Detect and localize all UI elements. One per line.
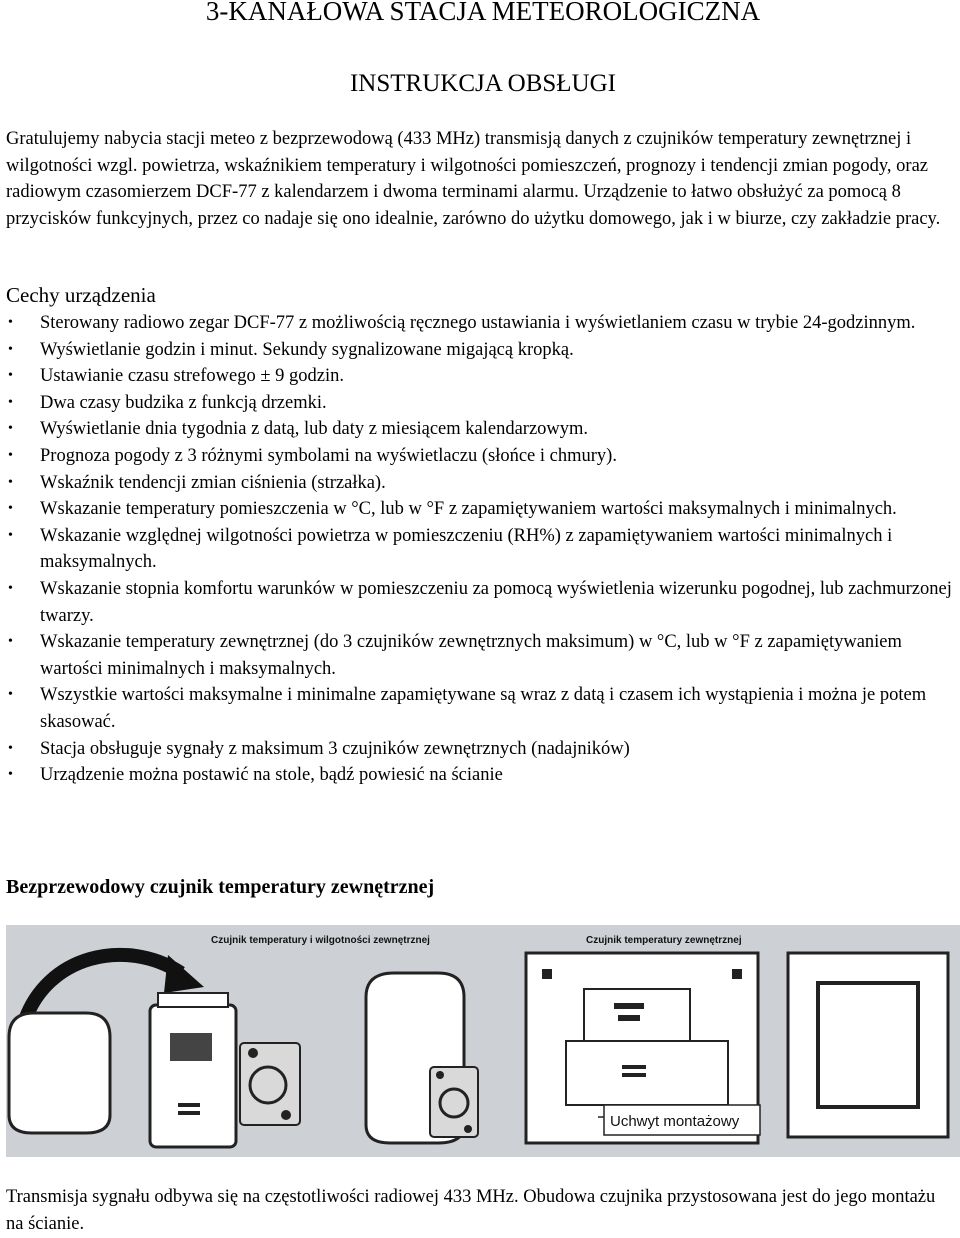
bullet-icon: • [8, 501, 13, 517]
bullet-icon: • [8, 394, 13, 410]
sensor-display-icon [170, 1033, 212, 1061]
feature-item [6, 523, 960, 576]
bullet-icon: • [8, 447, 13, 463]
document-subtitle: INSTRUKCJA OBSŁUGI [349, 70, 616, 97]
bullet-icon: • [8, 767, 13, 783]
intro-paragraph: Gratulujemy nabycia stacji meteo z bezprzewodową (433 MHz) transmisją danych z czujników temperatury zewnętrznej i wilgotności wzgl. powietrza, wskaźnikiem temperatury i wilgotności pomieszczeń, prognozy i tendencji zmian pogody, oraz radiowym czasomierzem DCF-77 z kalendarzem i dwoma terminami alarmu. Urządzenie to łatwo obsłużyć za pomocą 8 przycisków funkcyjnych, przez co nadaje się ono idealnie, zarówno do użytku domowego, jak i w biurze, czy zakładzie pracy. [6, 129, 941, 229]
feature-text: Wszystkie wartości maksymalne i minimalne zapamiętywane są wraz z datą i czasem ich wystąpienia i można je potem skasować. [40, 685, 927, 732]
feature-item [6, 470, 960, 497]
feature-item [6, 629, 960, 682]
feature-item [6, 762, 960, 789]
feature-item [6, 576, 960, 629]
bullet-icon: • [8, 341, 13, 357]
sensor-illustration [6, 925, 960, 1157]
feature-item [6, 363, 960, 390]
feature-text: Wyświetlanie godzin i minut. Sekundy sygnalizowane migającą kropką. [40, 339, 574, 360]
feature-text: Wskazanie stopnia komfortu warunków w pomieszczeniu za pomocą wyświetlenia wizerunku pogodnej, lub zachmurzonej twarzy. [40, 578, 952, 626]
sensor-top-cap [158, 993, 228, 1007]
bullet-icon: • [8, 421, 13, 437]
left-figure-caption: Czujnik temperatury i wilgotności zewnętrznej [211, 935, 430, 946]
sensor-heading: Bezprzewodowy czujnik temperatury zewnętrznej [6, 876, 435, 898]
feature-item [6, 443, 960, 470]
feature-text: Wskazanie względnej wilgotności powietrza w pomieszczeniu (RH%) z zapamiętywaniem wartości minimalnych i maksymalnych. [40, 525, 893, 573]
bullet-icon: • [8, 368, 13, 384]
bullet-icon: • [8, 687, 13, 703]
feature-text: Wskazanie temperatury zewnętrznej (do 3 czujników zewnętrznych maksimum) w °C, lub w °F z zapamiętywaniem wartości minimalnych i maksymalnych. [40, 632, 902, 679]
feature-item [6, 310, 960, 337]
feature-text: Ustawianie czasu strefowego ± 9 godzin. [40, 366, 345, 387]
feature-item [6, 416, 960, 443]
feature-item [6, 390, 960, 417]
bullet-icon: • [8, 315, 13, 330]
document-title: 3-KANAŁOWA STACJA METEOROLOGICZNA [205, 0, 761, 26]
feature-text: Wskaźnik tendencji zmian ciśnienia (strzałka). [40, 472, 386, 493]
bullet-icon: • [8, 527, 13, 543]
right-figure-caption: Czujnik temperatury zewnętrznej [586, 935, 742, 946]
feature-text: Wskazanie temperatury pomieszczenia w °C, lub w °F z zapamiętywaniem wartości maksymalnych i minimalnych. [40, 499, 897, 520]
feature-item [6, 682, 960, 735]
feature-item [6, 496, 960, 523]
footer-paragraph: Transmisja sygnału odbywa się na częstotliwości radiowej 433 MHz. Obudowa czujnika przystosowana jest do jego montażu na ścianie. [6, 1187, 936, 1234]
feature-item [6, 337, 960, 364]
feature-text: Wyświetlanie dnia tygodnia z datą, lub daty z miesiącem kalendarzowym. [40, 419, 589, 440]
feature-text: Stacja obsługuje sygnały z maksimum 3 czujników zewnętrznych (nadajników) [40, 738, 630, 759]
feature-text: Dwa czasy budzika z funkcją drzemki. [40, 392, 327, 413]
bullet-icon: • [8, 474, 13, 490]
feature-item [6, 736, 960, 763]
features-heading: Cechy urządzenia [6, 283, 156, 307]
mount-label: Uchwyt montażowy [610, 1113, 740, 1130]
feature-text: Prognoza pogody z 3 różnymi symbolami na wyświetlaczu (słońce i chmury). [40, 445, 617, 466]
bullet-icon: • [8, 580, 13, 596]
features-list [6, 310, 960, 789]
feature-text: Urządzenie można postawić na stole, bądź powiesić na ścianie [40, 765, 503, 786]
feature-text: Sterowany radiowo zegar DCF-77 z możliwością ręcznego ustawiania i wyświetlaniem czasu w trybie 24-godzinnym. [40, 313, 916, 333]
bullet-icon: • [8, 740, 13, 756]
bullet-icon: • [8, 634, 13, 650]
sensor-cover-icon [9, 1013, 110, 1133]
sensor-body-icon [150, 1005, 236, 1147]
